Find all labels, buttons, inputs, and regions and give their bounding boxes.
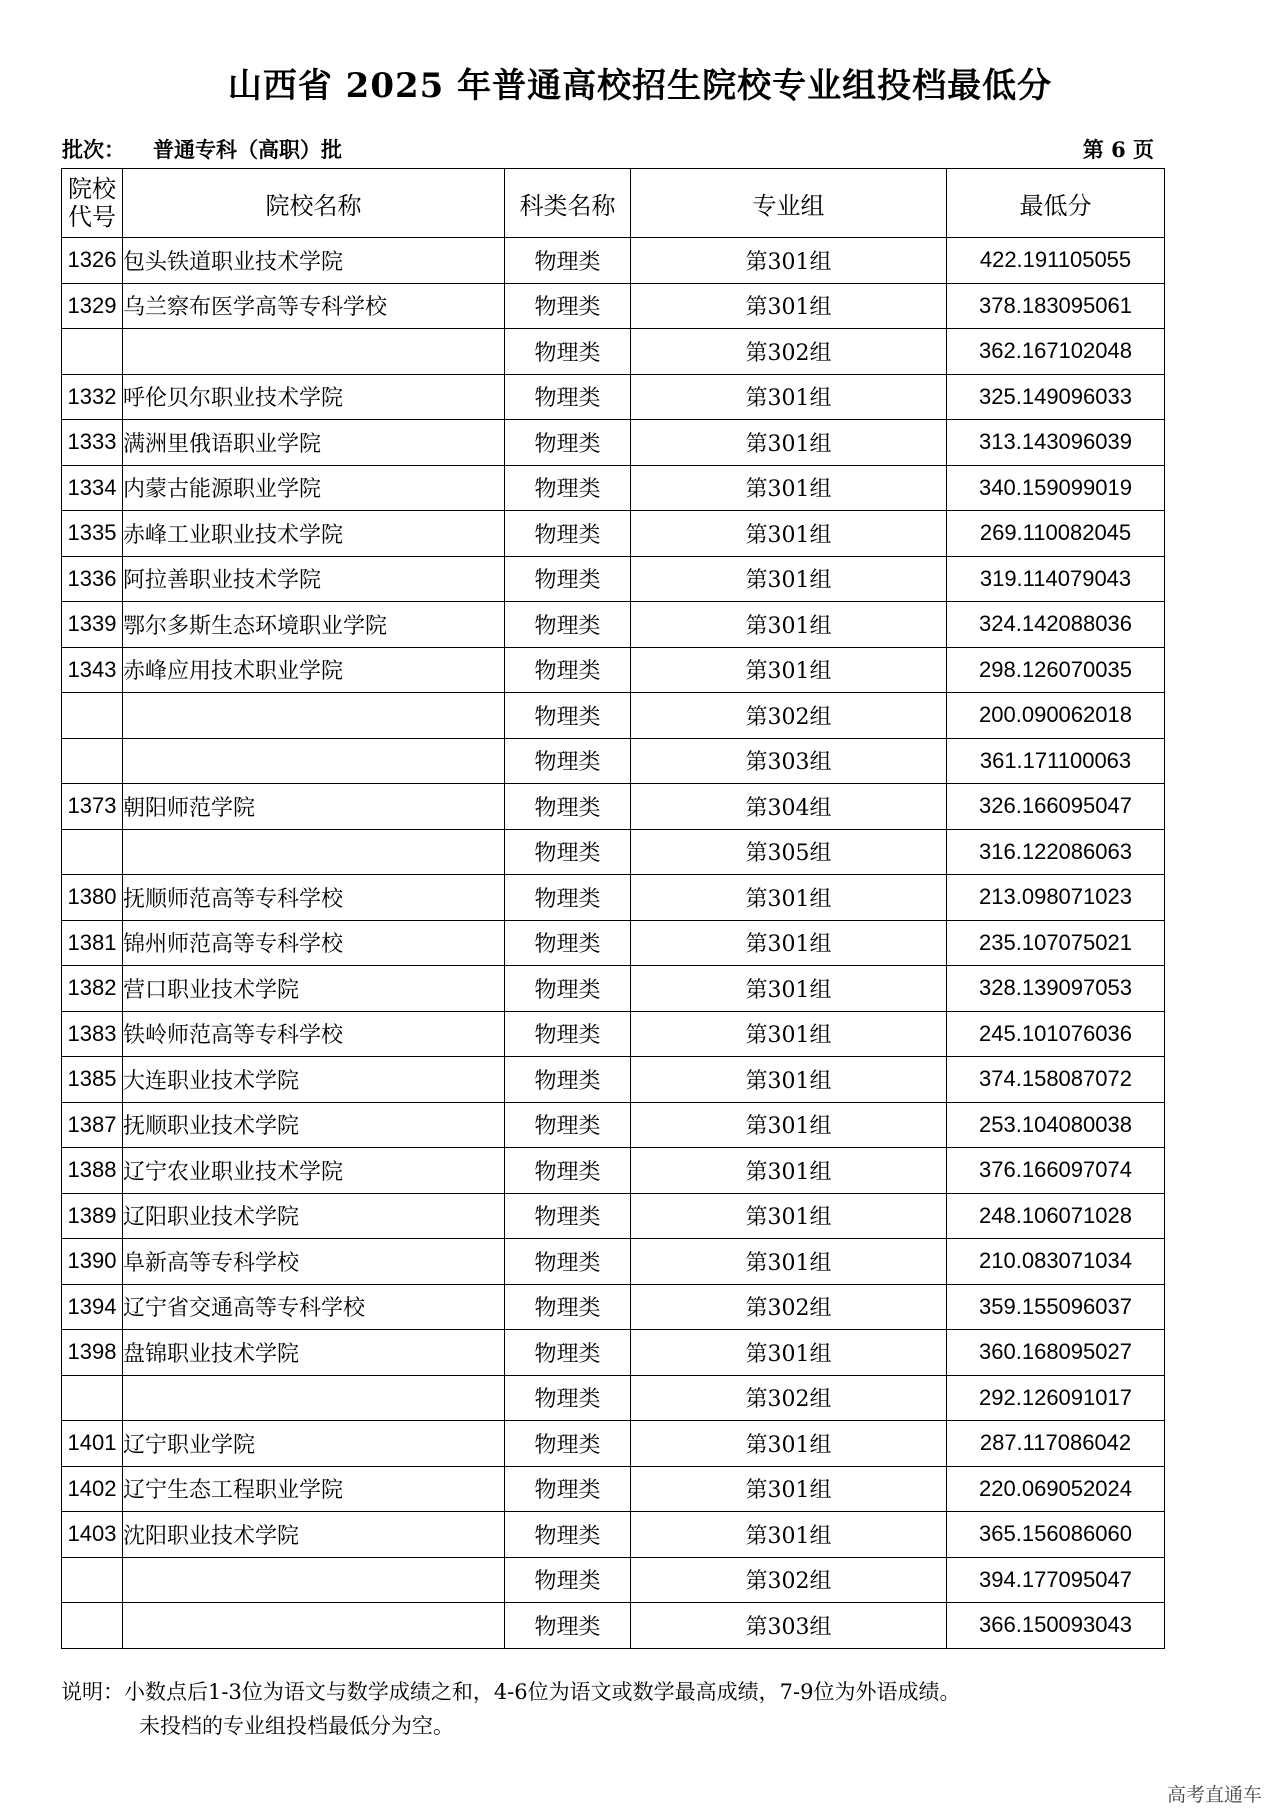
cell-school-name: 铁岭师范高等专科学校 — [123, 1011, 505, 1057]
cell-group: 第301组 — [631, 1102, 947, 1148]
cell-code: 1333 — [62, 420, 123, 466]
cell-group: 第301组 — [631, 556, 947, 602]
cell-category: 物理类 — [505, 1466, 631, 1512]
cell-min-score: 360.168095027 — [947, 1330, 1165, 1376]
cell-min-score: 366.150093043 — [947, 1603, 1165, 1649]
cell-category: 物理类 — [505, 1148, 631, 1194]
cell-code: 1385 — [62, 1057, 123, 1103]
cell-school-name: 鄂尔多斯生态环境职业学院 — [123, 602, 505, 648]
watermark: 高考直通车 — [1166, 1784, 1262, 1806]
cell-min-score: 292.126091017 — [947, 1375, 1165, 1421]
table-row — [62, 374, 1165, 420]
cell-code: 1381 — [62, 920, 123, 966]
cell-category: 物理类 — [505, 1102, 631, 1148]
cell-school-name: 阿拉善职业技术学院 — [123, 556, 505, 602]
cell-school-name — [123, 1375, 505, 1421]
cell-category: 物理类 — [505, 784, 631, 830]
cell-code: 1334 — [62, 465, 123, 511]
cell-min-score: 220.069052024 — [947, 1466, 1165, 1512]
cell-group: 第301组 — [631, 920, 947, 966]
cell-min-score: 324.142088036 — [947, 602, 1165, 648]
cell-group: 第303组 — [631, 1603, 947, 1649]
cell-category: 物理类 — [505, 1421, 631, 1467]
cell-category: 物理类 — [505, 738, 631, 784]
cell-group: 第301组 — [631, 966, 947, 1012]
table-row — [62, 1057, 1165, 1103]
table-row — [62, 693, 1165, 739]
cell-code — [62, 1557, 123, 1603]
cell-school-name: 朝阳师范学院 — [123, 784, 505, 830]
cell-category: 物理类 — [505, 420, 631, 466]
cell-code: 1403 — [62, 1512, 123, 1558]
cell-category: 物理类 — [505, 465, 631, 511]
cell-school-name: 辽阳职业技术学院 — [123, 1193, 505, 1239]
cell-category: 物理类 — [505, 1193, 631, 1239]
cell-code: 1343 — [62, 647, 123, 693]
cell-group: 第301组 — [631, 1330, 947, 1376]
cell-group: 第301组 — [631, 875, 947, 921]
cell-school-name: 满洲里俄语职业学院 — [123, 420, 505, 466]
table-row — [62, 920, 1165, 966]
cell-group: 第301组 — [631, 1057, 947, 1103]
batch-label: 批次： — [62, 137, 125, 162]
cell-school-name: 包头铁道职业技术学院 — [123, 238, 505, 284]
cell-group: 第302组 — [631, 1284, 947, 1330]
cell-school-name: 呼伦贝尔职业技术学院 — [123, 374, 505, 420]
cell-school-name — [123, 693, 505, 739]
cell-school-name: 大连职业技术学院 — [123, 1057, 505, 1103]
footnote — [61, 1675, 960, 1743]
cell-group: 第301组 — [631, 465, 947, 511]
cell-school-name: 赤峰应用技术职业学院 — [123, 647, 505, 693]
cell-min-score: 313.143096039 — [947, 420, 1165, 466]
cell-code: 1326 — [62, 238, 123, 284]
cell-code: 1339 — [62, 602, 123, 648]
table-row — [62, 1512, 1165, 1558]
cell-code: 1389 — [62, 1193, 123, 1239]
header-score: 最低分 — [947, 169, 1165, 238]
cell-group: 第302组 — [631, 1557, 947, 1603]
table-row — [62, 1466, 1165, 1512]
cell-code — [62, 693, 123, 739]
cell-group: 第304组 — [631, 784, 947, 830]
cell-code: 1380 — [62, 875, 123, 921]
cell-min-score: 422.191105055 — [947, 238, 1165, 284]
cell-code: 1382 — [62, 966, 123, 1012]
cell-min-score: 362.167102048 — [947, 329, 1165, 375]
cell-category: 物理类 — [505, 1603, 631, 1649]
cell-code: 1335 — [62, 511, 123, 557]
cell-category: 物理类 — [505, 1375, 631, 1421]
cell-min-score: 269.110082045 — [947, 511, 1165, 557]
cell-group: 第301组 — [631, 374, 947, 420]
cell-code — [62, 1375, 123, 1421]
table-row — [62, 966, 1165, 1012]
cell-category: 物理类 — [505, 329, 631, 375]
cell-min-score: 287.117086042 — [947, 1421, 1165, 1467]
cell-school-name: 辽宁农业职业技术学院 — [123, 1148, 505, 1194]
cell-category: 物理类 — [505, 511, 631, 557]
cell-code: 1383 — [62, 1011, 123, 1057]
table-row — [62, 556, 1165, 602]
cell-group: 第301组 — [631, 420, 947, 466]
cell-min-score: 245.101076036 — [947, 1011, 1165, 1057]
score-table — [61, 168, 1165, 1649]
cell-category: 物理类 — [505, 374, 631, 420]
cell-min-score: 376.166097074 — [947, 1148, 1165, 1194]
table-row — [62, 1421, 1165, 1467]
table-row — [62, 784, 1165, 830]
cell-school-name: 赤峰工业职业技术学院 — [123, 511, 505, 557]
table-row — [62, 420, 1165, 466]
table-row — [62, 1375, 1165, 1421]
cell-school-name: 锦州师范高等专科学校 — [123, 920, 505, 966]
cell-category: 物理类 — [505, 556, 631, 602]
table-row — [62, 875, 1165, 921]
table-row — [62, 1148, 1165, 1194]
cell-code: 1390 — [62, 1239, 123, 1285]
footnote-line-1: 说明：小数点后1-3位为语文与数学成绩之和，4-6位为语文或数学最高成绩，7-9位为外语成绩。 — [61, 1680, 961, 1704]
cell-min-score: 319.114079043 — [947, 556, 1165, 602]
cell-group: 第305组 — [631, 829, 947, 875]
cell-code: 1401 — [62, 1421, 123, 1467]
cell-school-name — [123, 329, 505, 375]
cell-category: 物理类 — [505, 602, 631, 648]
cell-group: 第301组 — [631, 283, 947, 329]
cell-code — [62, 329, 123, 375]
cell-school-name: 辽宁省交通高等专科学校 — [123, 1284, 505, 1330]
cell-group: 第301组 — [631, 602, 947, 648]
cell-category: 物理类 — [505, 647, 631, 693]
cell-category: 物理类 — [505, 1057, 631, 1103]
batch-value: 普通专科（高职）批 — [153, 137, 342, 162]
cell-group: 第301组 — [631, 1193, 947, 1239]
cell-category: 物理类 — [505, 829, 631, 875]
cell-code: 1402 — [62, 1466, 123, 1512]
cell-school-name: 营口职业技术学院 — [123, 966, 505, 1012]
cell-school-name: 抚顺师范高等专科学校 — [123, 875, 505, 921]
cell-min-score: 328.139097053 — [947, 966, 1165, 1012]
cell-min-score: 361.171100063 — [947, 738, 1165, 784]
cell-min-score: 298.126070035 — [947, 647, 1165, 693]
table-row — [62, 511, 1165, 557]
cell-group: 第301组 — [631, 511, 947, 557]
table-row — [62, 1011, 1165, 1057]
cell-school-name: 阜新高等专科学校 — [123, 1239, 505, 1285]
cell-group: 第301组 — [631, 647, 947, 693]
cell-min-score: 235.107075021 — [947, 920, 1165, 966]
cell-group: 第302组 — [631, 1375, 947, 1421]
table-row — [62, 1284, 1165, 1330]
table-row — [62, 465, 1165, 511]
cell-code — [62, 1603, 123, 1649]
cell-school-name — [123, 738, 505, 784]
table-row — [62, 738, 1165, 784]
cell-school-name: 沈阳职业技术学院 — [123, 1512, 505, 1558]
cell-code: 1373 — [62, 784, 123, 830]
cell-group: 第302组 — [631, 693, 947, 739]
cell-group: 第301组 — [631, 1239, 947, 1285]
cell-min-score: 248.106071028 — [947, 1193, 1165, 1239]
cell-school-name: 乌兰察布医学高等专科学校 — [123, 283, 505, 329]
table-row — [62, 1239, 1165, 1285]
cell-school-name — [123, 829, 505, 875]
cell-school-name — [123, 1557, 505, 1603]
cell-school-name — [123, 1603, 505, 1649]
cell-group: 第301组 — [631, 1421, 947, 1467]
footnote-line-2: 未投档的专业组投档最低分为空。 — [139, 1714, 454, 1738]
cell-school-name: 抚顺职业技术学院 — [123, 1102, 505, 1148]
header-code: 院校 代号 — [62, 169, 123, 238]
cell-code: 1398 — [62, 1330, 123, 1376]
cell-category: 物理类 — [505, 1557, 631, 1603]
cell-code: 1387 — [62, 1102, 123, 1148]
cell-category: 物理类 — [505, 1330, 631, 1376]
cell-school-name: 辽宁职业学院 — [123, 1421, 505, 1467]
cell-code: 1329 — [62, 283, 123, 329]
cell-category: 物理类 — [505, 1284, 631, 1330]
table-row — [62, 1603, 1165, 1649]
cell-min-score: 316.122086063 — [947, 829, 1165, 875]
table-row — [62, 602, 1165, 648]
cell-min-score: 374.158087072 — [947, 1057, 1165, 1103]
cell-category: 物理类 — [505, 1512, 631, 1558]
table-row — [62, 1193, 1165, 1239]
cell-min-score: 365.156086060 — [947, 1512, 1165, 1558]
cell-min-score: 325.149096033 — [947, 374, 1165, 420]
cell-code — [62, 738, 123, 784]
cell-min-score: 340.159099019 — [947, 465, 1165, 511]
cell-category: 物理类 — [505, 693, 631, 739]
cell-min-score: 213.098071023 — [947, 875, 1165, 921]
cell-min-score: 200.090062018 — [947, 693, 1165, 739]
table-header-row — [62, 169, 1165, 238]
cell-code: 1394 — [62, 1284, 123, 1330]
table-row — [62, 1557, 1165, 1603]
table-row — [62, 647, 1165, 693]
cell-group: 第301组 — [631, 1466, 947, 1512]
cell-category: 物理类 — [505, 238, 631, 284]
table-row — [62, 829, 1165, 875]
cell-group: 第301组 — [631, 1512, 947, 1558]
table-row — [62, 329, 1165, 375]
cell-group: 第301组 — [631, 1148, 947, 1194]
cell-code: 1332 — [62, 374, 123, 420]
cell-min-score: 359.155096037 — [947, 1284, 1165, 1330]
cell-code — [62, 829, 123, 875]
cell-min-score: 326.166095047 — [947, 784, 1165, 830]
cell-school-name: 辽宁生态工程职业学院 — [123, 1466, 505, 1512]
cell-category: 物理类 — [505, 920, 631, 966]
cell-group: 第303组 — [631, 738, 947, 784]
cell-group: 第302组 — [631, 329, 947, 375]
cell-min-score: 253.104080038 — [947, 1102, 1165, 1148]
cell-min-score: 378.183095061 — [947, 283, 1165, 329]
cell-school-name: 内蒙古能源职业学院 — [123, 465, 505, 511]
page-title: 山西省 2025 年普通高校招生院校专业组投档最低分 — [227, 66, 1053, 106]
page-number: 第 6 页 — [1082, 137, 1154, 162]
cell-category: 物理类 — [505, 966, 631, 1012]
header-category: 科类名称 — [505, 169, 631, 238]
table-row — [62, 238, 1165, 284]
cell-category: 物理类 — [505, 283, 631, 329]
cell-category: 物理类 — [505, 875, 631, 921]
table-row — [62, 283, 1165, 329]
table-row — [62, 1330, 1165, 1376]
table-row — [62, 1102, 1165, 1148]
batch-info — [62, 134, 342, 164]
cell-group: 第301组 — [631, 1011, 947, 1057]
header-group: 专业组 — [631, 169, 947, 238]
cell-group: 第301组 — [631, 238, 947, 284]
cell-school-name: 盘锦职业技术学院 — [123, 1330, 505, 1376]
cell-min-score: 210.083071034 — [947, 1239, 1165, 1285]
cell-category: 物理类 — [505, 1239, 631, 1285]
header-name: 院校名称 — [123, 169, 505, 238]
cell-code: 1336 — [62, 556, 123, 602]
cell-code: 1388 — [62, 1148, 123, 1194]
cell-min-score: 394.177095047 — [947, 1557, 1165, 1603]
cell-category: 物理类 — [505, 1011, 631, 1057]
